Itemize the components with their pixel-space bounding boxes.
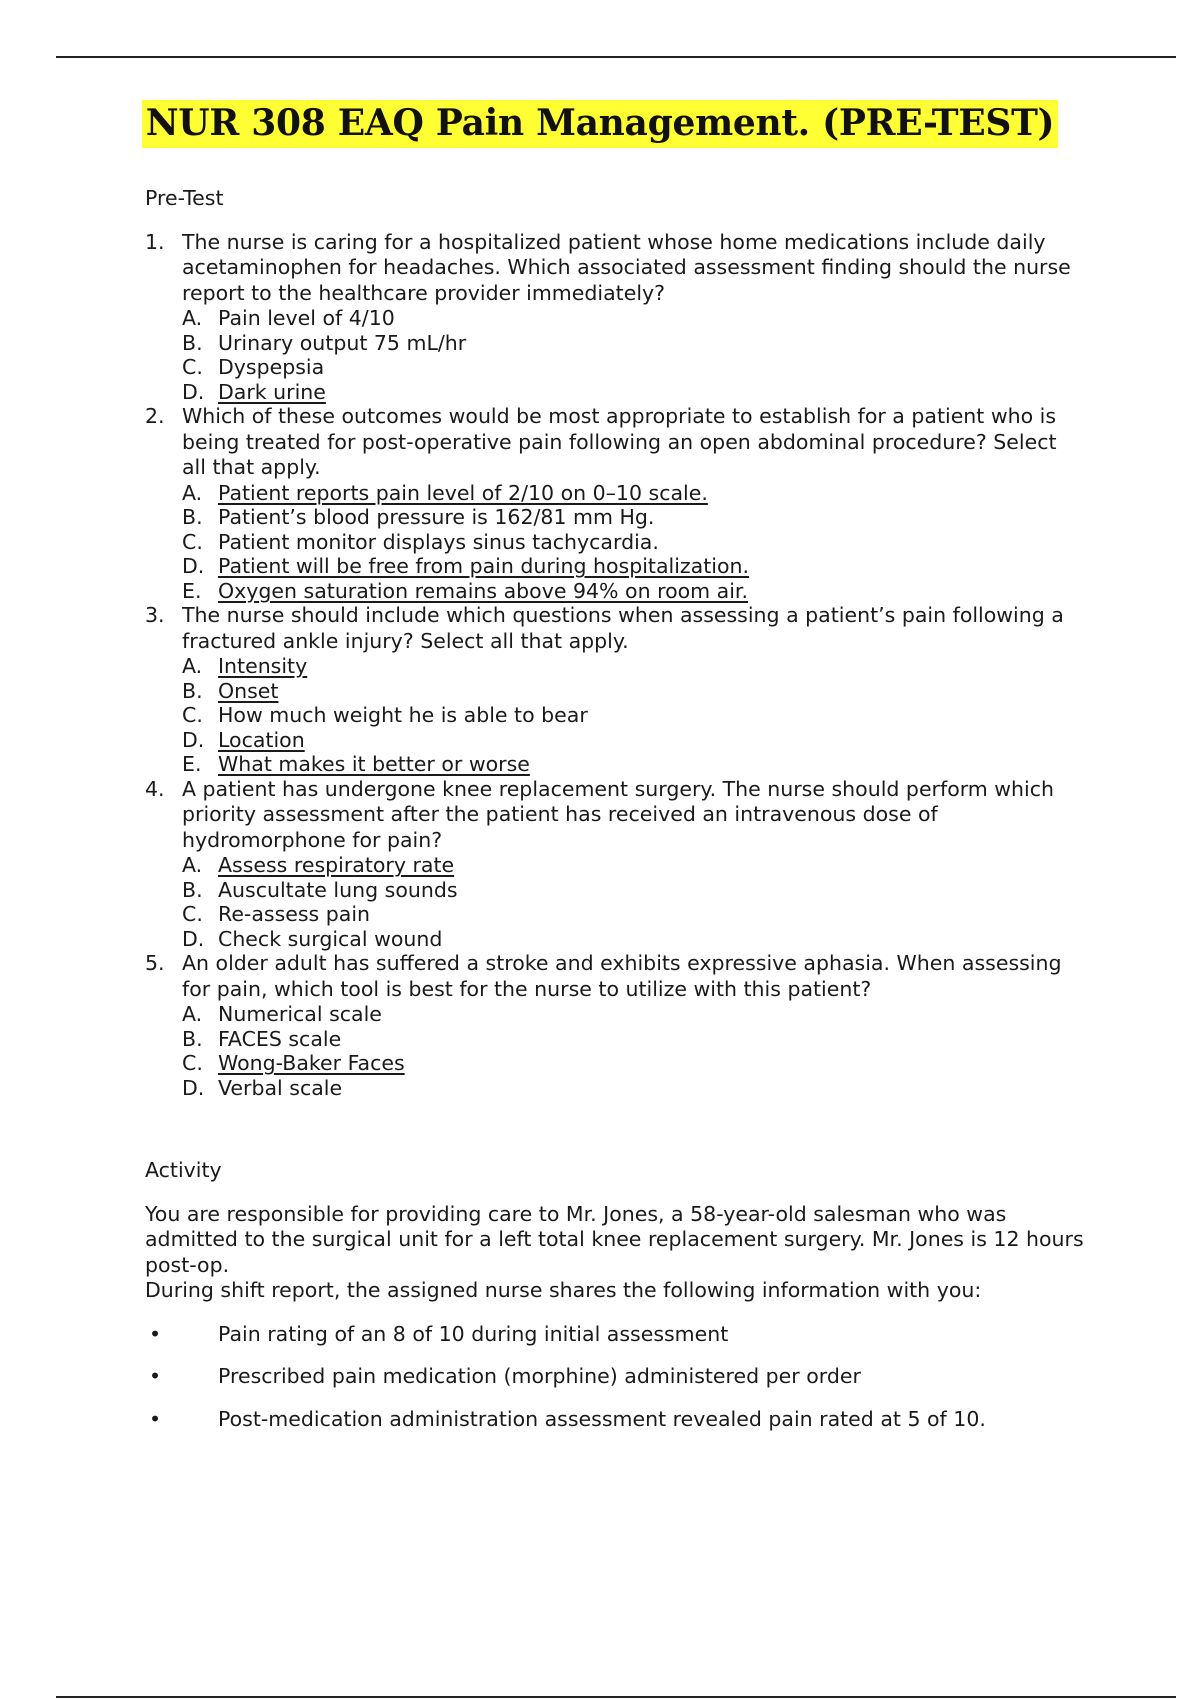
question-text: The nurse should include which questions when assessing a patient’s pain following a fractured ankle injury? Select all that apply.	[182, 603, 1064, 653]
option-d	[182, 1076, 1085, 1101]
option-letter: C.	[182, 355, 203, 379]
option-text: Patient monitor displays sinus tachycardia.	[218, 529, 659, 554]
option-list	[182, 481, 1085, 604]
option-b	[182, 679, 1085, 704]
option-e	[182, 752, 1085, 777]
bullet-item	[145, 1322, 1085, 1348]
option-text: Dyspepsia	[218, 355, 325, 379]
correct-answer-text: Dark urine	[218, 379, 326, 404]
option-text: Urinary output 75 mL/hr	[218, 330, 467, 355]
correct-answer-text: Patient reports pain level of 2/10 on 0–10 scale.	[218, 480, 708, 505]
option-letter: C.	[182, 902, 203, 926]
option-letter: B.	[182, 877, 203, 902]
option-letter: A.	[182, 306, 203, 330]
option-text: Numerical scale	[218, 1002, 382, 1026]
option-letter: D.	[182, 727, 205, 752]
bullet-icon: •	[149, 1321, 162, 1346]
option-letter: A.	[182, 853, 203, 877]
option-letter: B.	[182, 678, 203, 703]
option-a	[182, 853, 1085, 878]
option-text: Check surgical wound	[218, 926, 443, 951]
option-b	[182, 1027, 1085, 1052]
option-a	[182, 481, 1085, 506]
option-text: Verbal scale	[218, 1075, 343, 1100]
option-text: Auscultate lung sounds	[218, 877, 458, 902]
option-d	[182, 554, 1085, 579]
question-text: An older adult has suffered a stroke and exhibits expressive aphasia. When assessing for pain, which tool is best for the nurse to utilize with this patient?	[182, 951, 1062, 1001]
bullet-icon: •	[149, 1406, 162, 1431]
option-letter: B.	[182, 1026, 203, 1051]
option-a	[182, 306, 1085, 331]
option-letter: A.	[182, 654, 203, 678]
question-number: 3.	[145, 603, 165, 627]
correct-answer-text: Oxygen saturation remains above 94% on room air.	[218, 578, 748, 603]
title-block	[0, 100, 1200, 148]
bottom-rule	[56, 1696, 1176, 1698]
option-list	[182, 853, 1085, 951]
option-c	[182, 355, 1085, 380]
question-number: 5.	[145, 951, 165, 975]
option-text: Re-assess pain	[218, 902, 371, 926]
option-text: How much weight he is able to bear	[218, 703, 588, 727]
bullet-text: Prescribed pain medication (morphine) administered per order	[218, 1364, 861, 1388]
question-2	[145, 404, 1085, 603]
correct-answer-text: What makes it better or worse	[218, 752, 530, 776]
question-text: A patient has undergone knee replacement surgery. The nurse should perform which priority assessment after the patient has received an intravenous dose of hydromorphone for pain?	[182, 776, 1055, 852]
option-letter: D.	[182, 926, 205, 951]
correct-answer-text: Wong-Baker Faces	[218, 1051, 405, 1075]
option-letter: C.	[182, 703, 203, 727]
option-d	[182, 728, 1085, 753]
activity-label: Activity	[145, 1158, 222, 1182]
question-text: Which of these outcomes would be most appropriate to establish for a patient who is being treated for post-operative pain following an open abdominal procedure? Select all that apply.	[182, 404, 1057, 479]
option-letter: D.	[182, 554, 205, 578]
option-text: FACES scale	[218, 1026, 342, 1051]
option-letter: D.	[182, 379, 205, 404]
bullet-text: Pain rating of an 8 of 10 during initial assessment	[218, 1321, 729, 1346]
activity-paragraph: You are responsible for providing care to Mr. Jones, a 58-year-old salesman who was admitted to the surgical unit for a left total knee replacement surgery. Mr. Jones is 12 hours post-op.	[145, 1201, 1084, 1277]
option-c	[182, 530, 1085, 555]
option-d	[182, 380, 1085, 405]
correct-answer-text: Onset	[218, 678, 279, 703]
question-number: 2.	[145, 404, 165, 428]
option-letter: E.	[182, 578, 202, 603]
bullet-text: Post-medication administration assessment revealed pain rated at 5 of 10.	[218, 1406, 986, 1431]
option-c	[182, 902, 1085, 927]
option-letter: C.	[182, 529, 203, 554]
top-rule	[56, 56, 1176, 58]
option-d	[182, 927, 1085, 952]
option-c	[182, 703, 1085, 728]
option-text: Patient’s blood pressure is 162/81 mm Hg.	[218, 505, 655, 529]
option-letter: C.	[182, 1051, 203, 1075]
option-list	[182, 306, 1085, 404]
document-title: NUR 308 EAQ Pain Management. (PRE-TEST)	[142, 100, 1059, 148]
question-4	[145, 777, 1085, 952]
activity-instruction: During shift report, the assigned nurse shares the following information with you:	[145, 1278, 982, 1302]
option-list	[182, 654, 1085, 777]
question-3	[145, 603, 1085, 777]
option-letter: A.	[182, 1002, 203, 1026]
option-letter: E.	[182, 752, 202, 776]
question-5	[145, 951, 1085, 1100]
option-a	[182, 1002, 1085, 1027]
option-text: Pain level of 4/10	[218, 306, 395, 330]
option-b	[182, 505, 1085, 530]
option-letter: B.	[182, 330, 203, 355]
correct-answer-text: Location	[218, 727, 305, 752]
bullet-item	[145, 1407, 1085, 1433]
option-c	[182, 1051, 1085, 1076]
question-number: 1.	[145, 229, 165, 254]
question-1	[145, 230, 1085, 405]
pretest-label: Pre-Test	[145, 186, 224, 210]
option-letter: A.	[182, 480, 203, 505]
option-letter: B.	[182, 505, 203, 529]
bullet-icon: •	[149, 1364, 162, 1388]
option-letter: D.	[182, 1075, 205, 1100]
correct-answer-text: Patient will be free from pain during hospitalization.	[218, 554, 750, 578]
question-list	[145, 230, 1085, 1101]
option-b	[182, 331, 1085, 356]
document-body	[145, 186, 1085, 1449]
report-bullet-list	[145, 1322, 1085, 1433]
option-b	[182, 878, 1085, 903]
correct-answer-text: Assess respiratory rate	[218, 853, 455, 877]
question-number: 4.	[145, 776, 165, 801]
correct-answer-text: Intensity	[218, 654, 308, 678]
option-e	[182, 579, 1085, 604]
option-list	[182, 1002, 1085, 1100]
question-text: The nurse is caring for a hospitalized patient whose home medications include daily acetaminophen for headaches. Which associated assessment finding should the nurse report to the healthcare provider immediately?	[182, 229, 1071, 305]
bullet-item	[145, 1364, 1085, 1390]
option-a	[182, 654, 1085, 679]
